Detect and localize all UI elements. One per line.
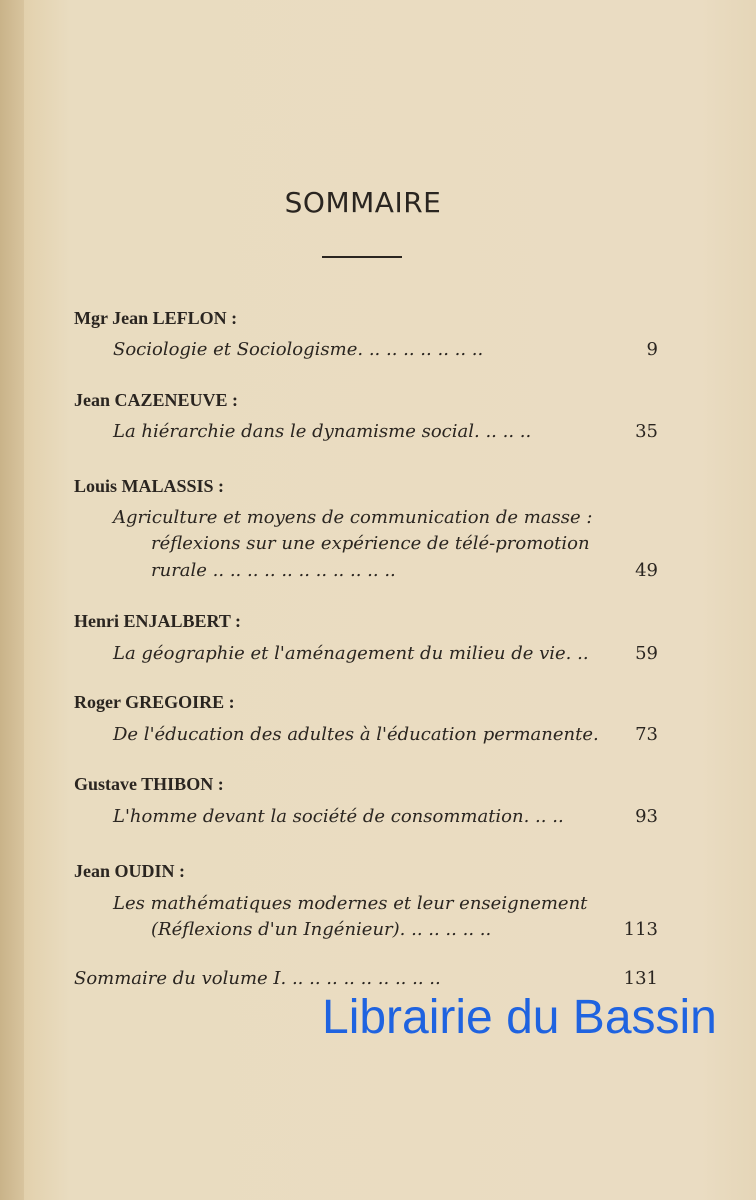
toc-author: Jean OUDIN :	[74, 861, 185, 881]
toc-page-number: 9	[646, 339, 658, 360]
watermark-text: Librairie du Bassin	[322, 991, 717, 1044]
toc-entry-title	[113, 806, 658, 827]
toc-entry-text: L'homme devant la société de consommation. .. ..	[113, 806, 564, 827]
toc-entry-title	[113, 893, 658, 914]
toc-entry-continuation	[151, 560, 658, 581]
toc-author: Louis MALASSIS :	[74, 476, 225, 496]
toc-entry-text: réflexions sur une expérience de télé-promotion	[151, 533, 590, 554]
toc-entry-title	[113, 724, 658, 745]
toc-entry-title	[113, 339, 658, 360]
toc-entry-text: rurale .. .. .. .. .. .. .. .. .. .. ..	[151, 560, 396, 581]
toc-page-number: 73	[635, 724, 658, 745]
toc-page-number: 113	[623, 919, 658, 940]
toc-page-number: 35	[635, 421, 658, 442]
toc-entry-text: Sociologie et Sociologisme. .. .. .. .. .. .. ..	[113, 339, 484, 360]
toc-entry-text: Les mathématiques modernes et leur enseignement	[113, 893, 588, 914]
toc-author: Gustave THIBON :	[74, 774, 224, 794]
toc-entry-text: (Réflexions d'un Ingénieur). .. .. .. .. ..	[151, 919, 492, 940]
toc-entry-text: Agriculture et moyens de communication de masse :	[113, 507, 593, 528]
toc-entry-title	[113, 421, 658, 442]
toc-author: Roger GREGOIRE :	[74, 692, 235, 712]
toc-entry-continuation	[151, 533, 658, 554]
toc-author: Jean CAZENEUVE :	[74, 390, 239, 410]
toc-author: Mgr Jean LEFLON :	[74, 308, 238, 328]
toc-entry-continuation	[151, 919, 658, 940]
toc-author: Henri ENJALBERT :	[74, 611, 242, 631]
toc-entry-text: De l'éducation des adultes à l'éducation permanente.	[113, 724, 599, 745]
toc-entry-title	[113, 643, 658, 664]
toc-page-number: 59	[635, 643, 658, 664]
toc-summary-text: Sommaire du volume I. .. .. .. .. .. .. .. .. ..	[74, 968, 441, 989]
page-title: SOMMAIRE	[284, 186, 442, 219]
toc-page-number: 131	[623, 968, 658, 989]
title-rule	[322, 256, 402, 258]
toc-entry-title	[113, 507, 658, 528]
toc-summary	[74, 968, 658, 989]
book-spine-shadow	[0, 0, 24, 1200]
toc-entry-text: La géographie et l'aménagement du milieu de vie. ..	[113, 643, 589, 664]
toc-page-number: 93	[635, 806, 658, 827]
toc-page-number: 49	[635, 560, 658, 581]
toc-entry-text: La hiérarchie dans le dynamisme social. .. .. ..	[113, 421, 532, 442]
